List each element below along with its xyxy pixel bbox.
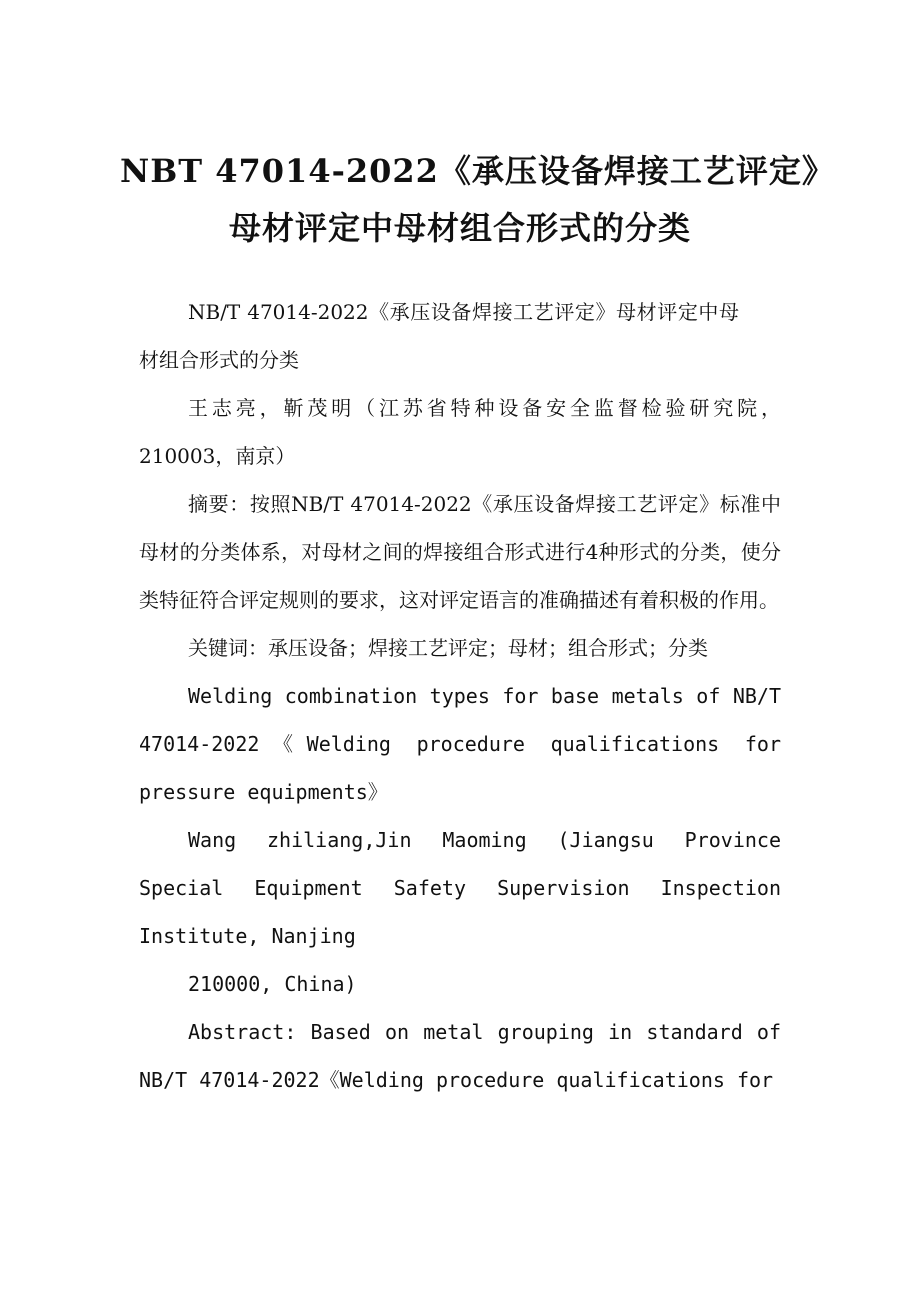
paragraph-subtitle: NB/T 47014-2022《承压设备焊接工艺评定》母材评定中母材组合形式的分类 (139, 300, 739, 372)
paragraph-address-en: 210000, China) (188, 972, 357, 996)
paragraph-title-en: Welding combination types for base metals of NB/T 47014-2022《Welding procedure qualifications for pressure equipments》 (139, 684, 781, 804)
paragraph-abstract-en: Abstract: Based on metal grouping in standard of NB/T 47014-2022《Welding procedure qualifications for (139, 1020, 781, 1092)
paragraph-authors-en: Wang zhiliang,Jin Maoming (Jiangsu Province Special Equipment Safety Supervision Inspection Institute, Nanjing (139, 828, 781, 948)
paragraph-abstract-zh: 摘要：按照NB/T 47014-2022《承压设备焊接工艺评定》标准中母材的分类体系，对母材之间的焊接组合形式进行4种形式的分类，使分类特征符合评定规则的要求，这对评定语言的准确描述有着积极的作用。 (139, 492, 781, 612)
paragraph-keywords-zh: 关键词：承压设备；焊接工艺评定；母材；组合形式；分类 (188, 636, 708, 660)
document-title-line-2: 母材评定中母材组合形式的分类 (228, 209, 691, 247)
paragraph-authors: 王志亮，靳茂明（江苏省特种设备安全监督检验研究院，210003，南京） (139, 396, 781, 468)
document-body (139, 288, 781, 1104)
document-title-line-1: NBT 47014-2022《承压设备焊接工艺评定》 (120, 152, 835, 190)
